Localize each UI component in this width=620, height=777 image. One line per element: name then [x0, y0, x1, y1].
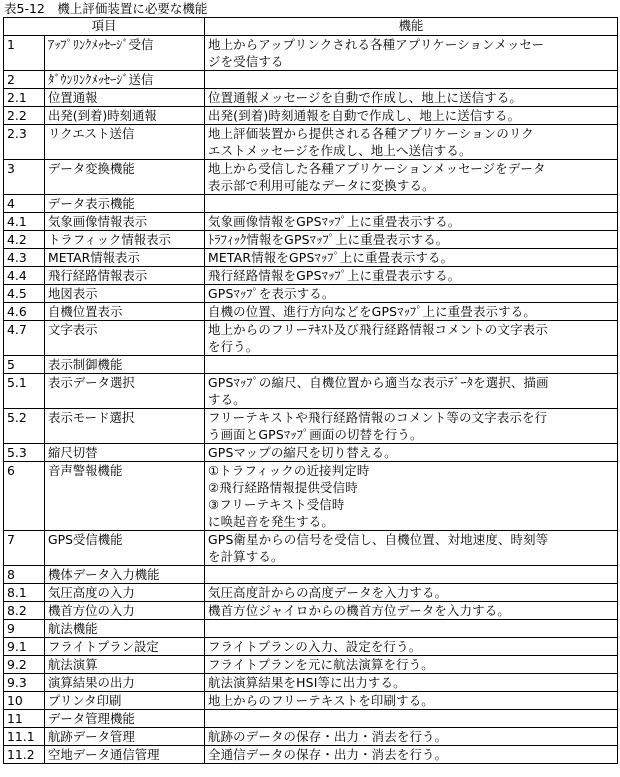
row-function [205, 71, 618, 89]
table-row [4, 692, 618, 710]
row-item: 地図表示 [45, 285, 205, 303]
row-number: 11 [4, 710, 45, 728]
table-row [4, 89, 618, 107]
row-item: METAR情報表示 [45, 249, 205, 267]
row-item: 気象画像情報表示 [45, 213, 205, 231]
row-function: ﾄﾗﾌｨｯｸ情報をGPSﾏｯﾌﾟ上に重畳表示する。 [205, 231, 618, 249]
table-row [4, 71, 618, 89]
row-function: 航跡のデータの保存・出力・消去を行う。 [205, 728, 618, 746]
row-item: 出発(到着)時刻通報 [45, 107, 205, 125]
row-number: 3 [4, 160, 45, 195]
row-number: 5 [4, 356, 45, 374]
row-item: リクエスト送信 [45, 125, 205, 160]
table-row [4, 746, 618, 764]
table-row [4, 710, 618, 728]
row-number: 8 [4, 566, 45, 584]
row-function: 飛行経路情報をGPSﾏｯﾌﾟ上に重畳表示する。 [205, 267, 618, 285]
row-item: 空地データ通信管理 [45, 746, 205, 764]
row-item: 表示モード選択 [45, 409, 205, 444]
row-function [205, 356, 618, 374]
row-item: データ管理機能 [45, 710, 205, 728]
row-function: METAR情報をGPSﾏｯﾌﾟ上に重畳表示する。 [205, 249, 618, 267]
row-number: 5.3 [4, 444, 45, 462]
row-function: GPSﾏｯﾌﾟを表示する。 [205, 285, 618, 303]
row-number: 2.1 [4, 89, 45, 107]
table-row [4, 125, 618, 160]
table-row [4, 285, 618, 303]
header-item: 項目 [4, 18, 205, 36]
row-function: フライトプランの入力、設定を行う。 [205, 638, 618, 656]
row-function: 地上からのフリーﾃｷｽﾄ及び飛行経路情報コメントの文字表示 を行う。 [205, 321, 618, 356]
row-number: 1 [4, 36, 45, 71]
row-number: 10 [4, 692, 45, 710]
row-function: 地上からアップリンクされる各種アプリケーションメッセー ジを受信する [205, 36, 618, 71]
table-body [4, 36, 618, 764]
row-number: 4 [4, 195, 45, 213]
row-item: 音声警報機能 [45, 462, 205, 531]
table-header-row [4, 18, 618, 36]
row-item: ﾀﾞｳﾝﾘﾝｸﾒｯｾｰｼﾞ送信 [45, 71, 205, 89]
row-function: フリーテキストや飛行経路情報のコメント等の文字表示を行 う画面とGPSﾏｯﾌﾟ画面の切替を行う。 [205, 409, 618, 444]
row-number: 6 [4, 462, 45, 531]
table-row [4, 462, 618, 531]
row-item: データ表示機能 [45, 195, 205, 213]
row-item: 気圧高度の入力 [45, 584, 205, 602]
row-function: 気象画像情報をGPSﾏｯﾌﾟ上に重畳表示する。 [205, 213, 618, 231]
table-row [4, 374, 618, 409]
table-row [4, 409, 618, 444]
row-number: 8.2 [4, 602, 45, 620]
row-item: ｱｯﾌﾟﾘﾝｸﾒｯｾｰｼﾞ受信 [45, 36, 205, 71]
row-function: 位置通報メッセージを自動で作成し、地上に送信する。 [205, 89, 618, 107]
table-row [4, 728, 618, 746]
row-function: GPSﾏｯﾌﾟの縮尺、自機位置から適当な表示ﾃﾞｰﾀを選択、描画 する。 [205, 374, 618, 409]
row-item: 自機位置表示 [45, 303, 205, 321]
row-function: 地上から受信した各種アプリケーションメッセージをデータ 表示部で利用可能なデータに変換する。 [205, 160, 618, 195]
table-row [4, 36, 618, 71]
row-item: GPS受信機能 [45, 531, 205, 566]
table-row [4, 602, 618, 620]
row-function [205, 620, 618, 638]
row-item: 航法演算 [45, 656, 205, 674]
table-row [4, 531, 618, 566]
table-row [4, 249, 618, 267]
row-item: 位置通報 [45, 89, 205, 107]
row-number: 9.1 [4, 638, 45, 656]
row-item: フライトプラン設定 [45, 638, 205, 656]
row-number: 4.3 [4, 249, 45, 267]
table-row [4, 584, 618, 602]
row-number: 4.5 [4, 285, 45, 303]
row-number: 2 [4, 71, 45, 89]
table-row [4, 656, 618, 674]
row-function: 機首方位ジャイロからの機首方位データを入力する。 [205, 602, 618, 620]
row-item: プリンタ印刷 [45, 692, 205, 710]
row-number: 4.4 [4, 267, 45, 285]
row-item: 飛行経路情報表示 [45, 267, 205, 285]
row-function: 気圧高度計からの高度データを入力する。 [205, 584, 618, 602]
row-function: ①トラフィックの近接判定時 ②飛行経路情報提供受信時 ③フリーテキスト受信時 に唤起音を発生する。 [205, 462, 618, 531]
row-number: 4.2 [4, 231, 45, 249]
header-function: 機能 [205, 18, 618, 36]
row-number: 8.1 [4, 584, 45, 602]
row-function: 全通信データの保存・出力・消去を行う。 [205, 746, 618, 764]
table-row [4, 444, 618, 462]
row-function: 自機の位置、進行方向などをGPSﾏｯﾌﾟ上に重畳表示する。 [205, 303, 618, 321]
row-function: 地上からのフリーテキストを印刷する。 [205, 692, 618, 710]
row-function: GPSマップの縮尺を切り替える。 [205, 444, 618, 462]
function-table [3, 17, 618, 764]
table-row [4, 674, 618, 692]
row-number: 7 [4, 531, 45, 566]
row-number: 11.2 [4, 746, 45, 764]
row-number: 9 [4, 620, 45, 638]
row-item: 航跡データ管理 [45, 728, 205, 746]
table-row [4, 160, 618, 195]
table-row [4, 638, 618, 656]
row-function [205, 710, 618, 728]
row-function: フライトプランを元に航法演算を行う。 [205, 656, 618, 674]
row-function: 地上評価装置から提供される各種アプリケーションのリク エストメッセージを作成し、地上へ送信する。 [205, 125, 618, 160]
row-item: 表示制御機能 [45, 356, 205, 374]
row-number: 4.1 [4, 213, 45, 231]
row-item: トラフィック情報表示 [45, 231, 205, 249]
table-row [4, 566, 618, 584]
table-row [4, 303, 618, 321]
row-item: 文字表示 [45, 321, 205, 356]
row-item: 演算結果の出力 [45, 674, 205, 692]
row-function [205, 566, 618, 584]
row-item: 機体データ入力機能 [45, 566, 205, 584]
table-row [4, 195, 618, 213]
table-caption: 表5-12 機上評価装置に必要な機能 [4, 1, 208, 16]
row-function: GPS衛星からの信号を受信し、自機位置、対地速度、時刻等 を計算する。 [205, 531, 618, 566]
table-row [4, 356, 618, 374]
row-item: 機首方位の入力 [45, 602, 205, 620]
row-item: データ変換機能 [45, 160, 205, 195]
row-number: 2.2 [4, 107, 45, 125]
row-item: 航法機能 [45, 620, 205, 638]
table-row [4, 267, 618, 285]
table-row [4, 321, 618, 356]
row-item: 表示データ選択 [45, 374, 205, 409]
row-item: 縮尺切替 [45, 444, 205, 462]
row-function: 航法演算結果をHSI等に出力する。 [205, 674, 618, 692]
row-number: 5.1 [4, 374, 45, 409]
row-number: 9.3 [4, 674, 45, 692]
row-number: 4.7 [4, 321, 45, 356]
row-number: 11.1 [4, 728, 45, 746]
row-number: 2.3 [4, 125, 45, 160]
table-row [4, 107, 618, 125]
row-function [205, 195, 618, 213]
row-function: 出発(到着)時刻通報を自動で作成し、地上に送信する。 [205, 107, 618, 125]
table-row [4, 213, 618, 231]
table-row [4, 620, 618, 638]
table-row [4, 231, 618, 249]
row-number: 4.6 [4, 303, 45, 321]
row-number: 5.2 [4, 409, 45, 444]
row-number: 9.2 [4, 656, 45, 674]
